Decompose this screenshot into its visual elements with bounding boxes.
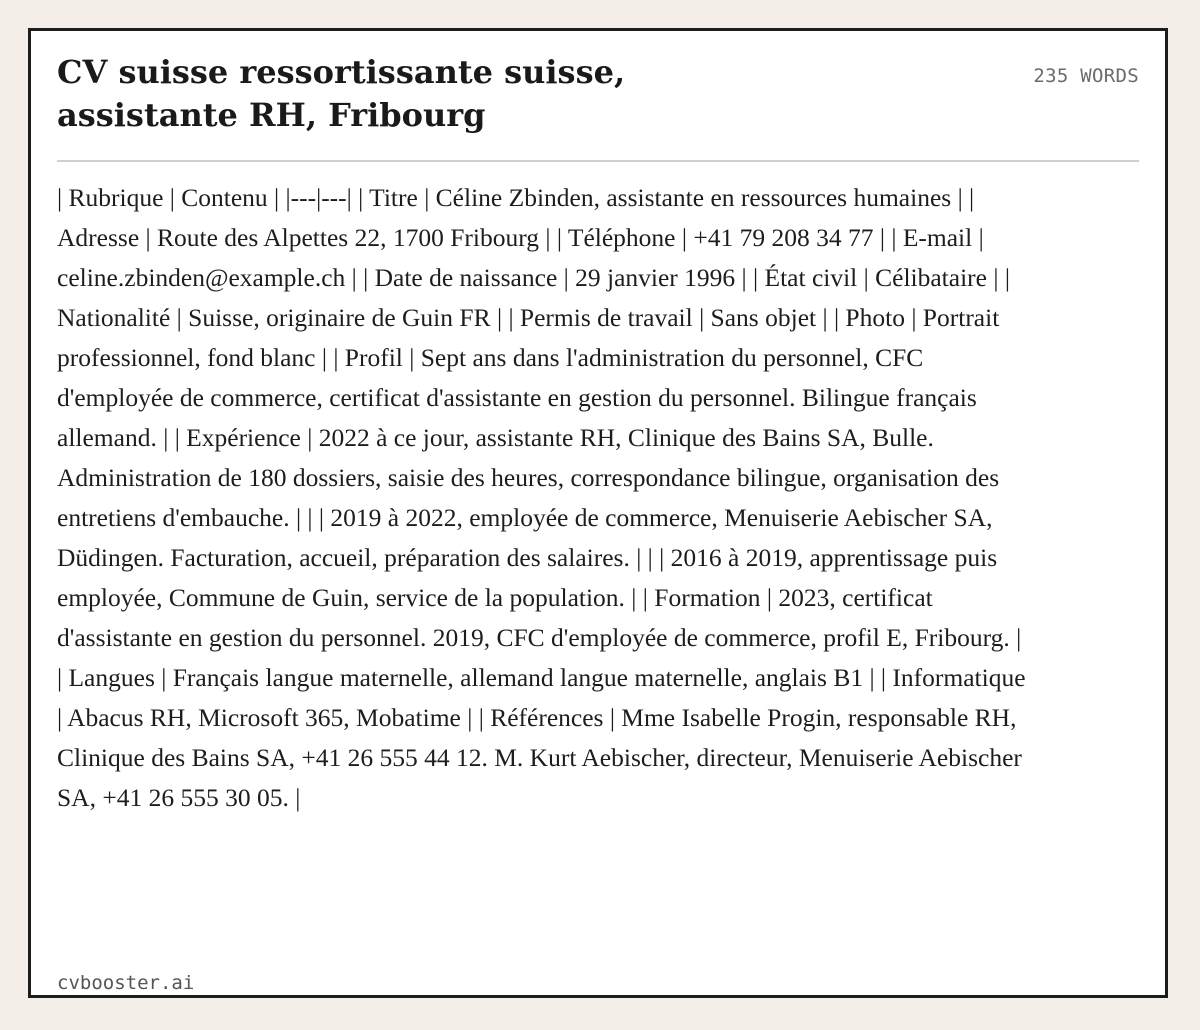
document-title: CV suisse ressortissante suisse, assistante RH, Fribourg (57, 53, 626, 134)
word-count-label: 235 WORDS (1033, 65, 1139, 87)
footer-brand: cvbooster.ai (57, 972, 195, 994)
document-header (57, 51, 1139, 161)
document-card (28, 28, 1168, 998)
header-divider (57, 160, 1139, 162)
document-body: | Rubrique | Contenu | |---|---| | Titre | Céline Zbinden, assistante en ressources humaines | | Adresse | Route des Alpettes 22, 1700 Fribourg | | Téléphone | +41 79 208 34 77 | | E-mail | celine.zbinden@example.ch | | Date de naissance | 29 janvier 1996 | | État civil | Célibataire | | Nationalité | Suisse, originaire de Guin FR | | Permis de travail | Sans objet | | Photo | Portrait professionnel, fond blanc | | Profil | Sept ans dans l'administration du personnel, CFC d'employée de commerce, certificat d'assistante en gestion du personnel. Bilingue français allemand. | | Expérience | 2022 à ce jour, assistante RH, Clinique des Bains SA, Bulle. Administration de 180 dossiers, saisie des heures, correspondance bilingue, organisation des entretiens d'embauche. | | | 2019 à 2022, employée de commerce, Menuiserie Aebischer SA, Düdingen. Facturation, accueil, préparation des salaires. | | | 2016 à 2019, apprentissage puis employée, Commune de Guin, service de la population. | | Formation | 2023, certificat d'assistante en gestion du personnel. 2019, CFC d'employée de commerce, profil E, Fribourg. | | Langues | Français langue maternelle, allemand langue maternelle, anglais B1 | | Informatique | Abacus RH, Microsoft 365, Mobatime | | Références | Mme Isabelle Progin, responsable RH, Clinique des Bains SA, +41 26 555 44 12. M. Kurt Aebischer, directeur, Menuiserie Aebischer SA, +41 26 555 30 05. | (57, 183, 1026, 812)
